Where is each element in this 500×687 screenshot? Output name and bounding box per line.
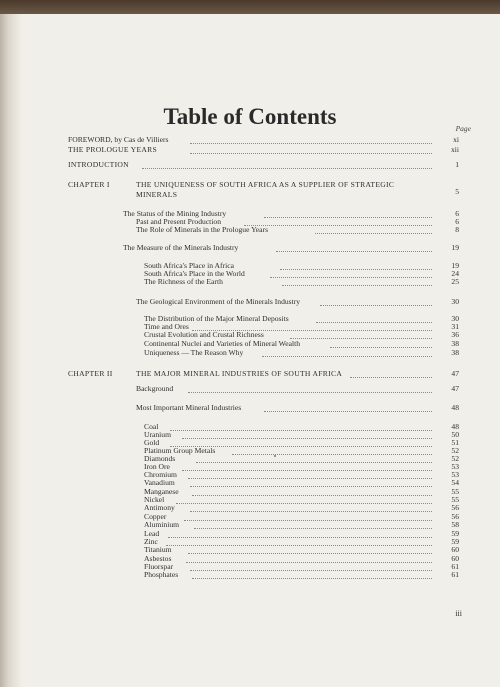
entry-page-number: 52 bbox=[451, 446, 459, 455]
page-column-header: Page bbox=[455, 124, 471, 133]
entry-page-number: 30 bbox=[451, 314, 459, 323]
entry-title: Manganese bbox=[144, 487, 179, 496]
footer-page-number: iii bbox=[455, 609, 462, 618]
entry-title: Phosphates bbox=[144, 570, 179, 579]
entry-title: The Geological Environment of the Minerals Industry bbox=[136, 297, 301, 306]
entry-page-number: 38 bbox=[451, 339, 459, 348]
toc-entry bbox=[0, 348, 500, 358]
entry-title: Most Important Mineral Industries bbox=[136, 403, 242, 412]
toc-entry bbox=[0, 243, 500, 253]
entry-title: Platinum Group Metals bbox=[144, 446, 216, 455]
entry-page-number: 1 bbox=[455, 160, 459, 169]
dot-leader bbox=[276, 250, 432, 252]
entry-title: THE UNIQUENESS OF SOUTH AFRICA AS A SUPPLIER OF STRATEGIC bbox=[136, 180, 395, 189]
entry-page-number: 25 bbox=[451, 277, 459, 286]
entry-title: Iron Ore bbox=[144, 462, 170, 471]
entry-title: Fluorspar bbox=[144, 562, 174, 571]
entry-title: Vanadium bbox=[144, 478, 175, 487]
entry-title: Chromium bbox=[144, 470, 177, 479]
entry-page-number: 6 bbox=[455, 217, 459, 226]
chapter-number: CHAPTER I bbox=[68, 180, 110, 189]
dot-leader bbox=[320, 304, 432, 306]
entry-page-number: 55 bbox=[451, 487, 459, 496]
entry-title: Uranium bbox=[144, 430, 171, 439]
entry-title: Time and Ores bbox=[144, 322, 189, 331]
entry-title: South Africa's Place in Africa bbox=[144, 261, 234, 270]
dot-leader bbox=[188, 391, 432, 393]
entry-title: The Measure of the Minerals Industry bbox=[123, 243, 239, 252]
entry-page-number: 19 bbox=[451, 243, 459, 252]
entry-page-number: 30 bbox=[451, 297, 459, 306]
toc-entry bbox=[0, 135, 500, 145]
dot-leader bbox=[264, 410, 432, 412]
entry-page-number: 59 bbox=[451, 537, 459, 546]
toc-entry bbox=[0, 277, 500, 287]
entry-title: Titanium bbox=[144, 545, 172, 554]
entry-title: Crustal Evolution and Crustal Richness bbox=[144, 330, 264, 339]
dot-leader bbox=[262, 355, 432, 357]
entry-title: FOREWORD, by Cas de Villiers bbox=[68, 135, 169, 144]
entry-page-number: 55 bbox=[451, 495, 459, 504]
dot-leader bbox=[282, 284, 432, 286]
entry-title: Uniqueness — The Reason Why bbox=[144, 348, 244, 357]
entry-page-number: 48 bbox=[451, 403, 459, 412]
entry-page-number: 48 bbox=[451, 422, 459, 431]
entry-title: Lead bbox=[144, 529, 160, 538]
entry-title: The Status of the Mining Industry bbox=[123, 209, 227, 218]
dot-leader bbox=[192, 577, 432, 579]
toc-entry bbox=[0, 369, 500, 379]
entry-page-number: 6 bbox=[455, 209, 459, 218]
entry-page-number: 61 bbox=[451, 562, 459, 571]
entry-page-number: 53 bbox=[451, 462, 459, 471]
entry-title: Coal bbox=[144, 422, 159, 431]
toc-entry bbox=[0, 145, 500, 155]
entry-title: Nickel bbox=[144, 495, 165, 504]
entry-page-number: 19 bbox=[451, 261, 459, 270]
entry-title: Diamonds bbox=[144, 454, 176, 463]
entry-page-number: 38 bbox=[451, 348, 459, 357]
entry-page-number: 61 bbox=[451, 570, 459, 579]
entry-page-number: xii bbox=[450, 145, 459, 154]
dot-leader bbox=[190, 152, 432, 154]
entry-page-number: 58 bbox=[451, 520, 459, 529]
dot-leader bbox=[142, 167, 432, 169]
toc-entry bbox=[0, 160, 500, 170]
entry-page-number: 50 bbox=[451, 430, 459, 439]
entry-title: Gold bbox=[144, 438, 160, 447]
entry-page-number: 60 bbox=[451, 554, 459, 563]
entry-page-number: 5 bbox=[455, 187, 459, 196]
entry-title: Continental Nuclei and Varieties of Mineral Wealth bbox=[144, 339, 301, 348]
entry-page-number: 51 bbox=[451, 438, 459, 447]
dot-leader bbox=[190, 142, 432, 144]
entry-page-number: 60 bbox=[451, 545, 459, 554]
page-top-edge bbox=[0, 0, 500, 14]
entry-page-number: 8 bbox=[455, 225, 459, 234]
dot-leader bbox=[350, 376, 432, 378]
entry-title: The Distribution of the Major Mineral Deposits bbox=[144, 314, 289, 323]
entry-page-number: 56 bbox=[451, 512, 459, 521]
toc-entry bbox=[0, 384, 500, 394]
chapter-number: CHAPTER II bbox=[68, 369, 113, 378]
entry-page-number: 52 bbox=[451, 454, 459, 463]
toc-entry bbox=[0, 403, 500, 413]
entry-title: Antimony bbox=[144, 503, 175, 512]
entry-title: Background bbox=[136, 384, 174, 393]
toc-entry bbox=[0, 225, 500, 235]
entry-title: Asbestos bbox=[144, 554, 172, 563]
entry-title: South Africa's Place in the World bbox=[144, 269, 245, 278]
entry-page-number: 59 bbox=[451, 529, 459, 538]
entry-title: Past and Present Production bbox=[136, 217, 221, 226]
entry-page-number: 24 bbox=[451, 269, 459, 278]
print-speck bbox=[274, 455, 276, 457]
toc-entry bbox=[0, 297, 500, 307]
entry-title: Copper bbox=[144, 512, 167, 521]
entry-title: The Richness of the Earth bbox=[144, 277, 223, 286]
entry-title: Aluminium bbox=[144, 520, 180, 529]
entry-title: Zinc bbox=[144, 537, 158, 546]
toc-entry bbox=[0, 570, 500, 580]
entry-page-number: 54 bbox=[451, 478, 459, 487]
entry-page-number: 31 bbox=[451, 322, 459, 331]
entry-page-number: 36 bbox=[451, 330, 459, 339]
entry-title: THE PROLOGUE YEARS bbox=[68, 145, 158, 154]
entry-title: INTRODUCTION bbox=[68, 160, 129, 169]
dot-leader bbox=[315, 232, 432, 234]
toc-entry bbox=[0, 180, 500, 199]
entry-page-number: 56 bbox=[451, 503, 459, 512]
entry-page-number: 47 bbox=[451, 369, 459, 378]
entry-page-number: 47 bbox=[451, 384, 459, 393]
entry-title: THE MAJOR MINERAL INDUSTRIES OF SOUTH AFRICA bbox=[136, 369, 343, 378]
page-title: Table of Contents bbox=[163, 104, 337, 129]
entry-title: The Role of Minerals in the Prologue Years bbox=[136, 225, 269, 234]
entry-page-number: 53 bbox=[451, 470, 459, 479]
entry-title-continued: MINERALS bbox=[136, 190, 178, 199]
entry-page-number: xi bbox=[453, 135, 459, 144]
